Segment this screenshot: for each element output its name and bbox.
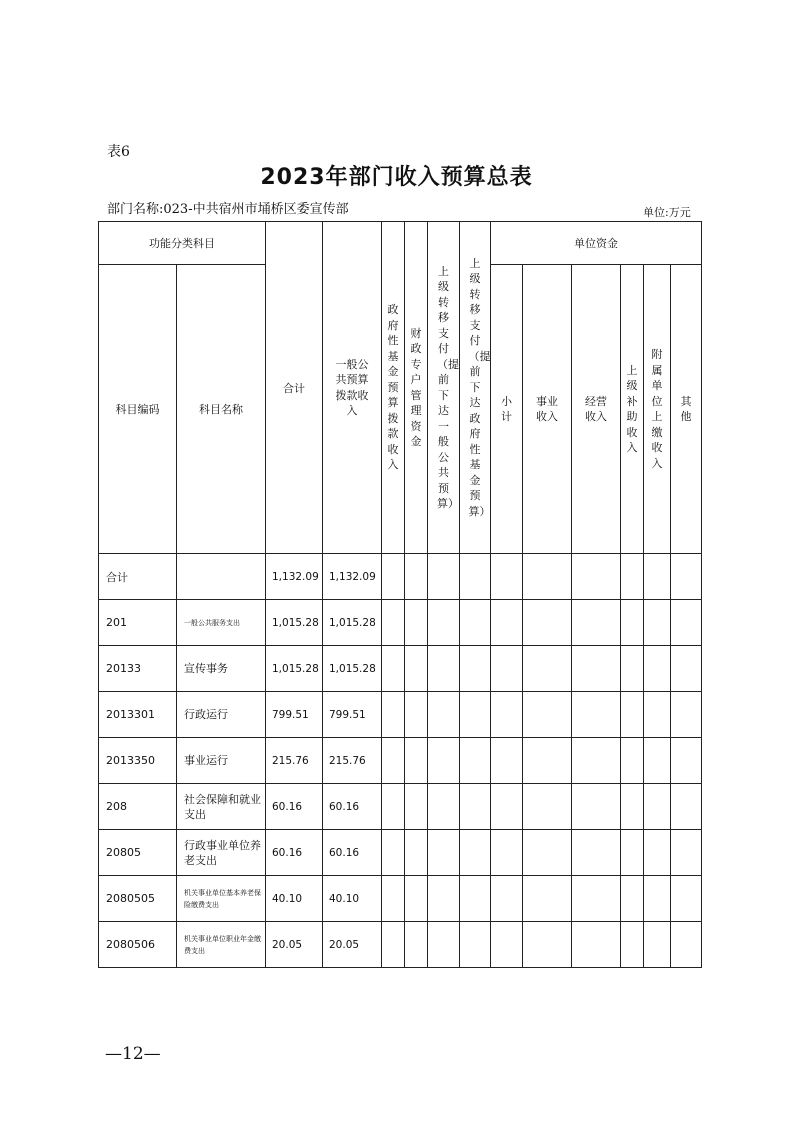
header-transfer-fund: 上级转移支付（提前下达政府性基金预算） bbox=[460, 222, 491, 554]
department-name: 部门名称:023-中共宿州市埇桥区委宣传部 bbox=[107, 202, 349, 217]
row-empty-cell bbox=[405, 692, 428, 738]
row-empty-cell bbox=[428, 554, 460, 600]
row-empty-cell bbox=[671, 600, 702, 646]
table-row bbox=[99, 784, 702, 830]
row-subject-name: 行政事业单位养老支出 bbox=[177, 830, 266, 876]
header-total: 合计 bbox=[266, 222, 323, 554]
row-empty-cell bbox=[405, 830, 428, 876]
header-general-budget: 一般公共预算拨款收入 bbox=[323, 222, 382, 554]
row-empty-cell bbox=[405, 554, 428, 600]
row-subject-name: 社会保障和就业支出 bbox=[177, 784, 266, 830]
row-empty-cell bbox=[523, 600, 572, 646]
row-empty-cell bbox=[523, 692, 572, 738]
table-row bbox=[99, 600, 702, 646]
row-empty-cell bbox=[405, 876, 428, 922]
row-subject-name bbox=[177, 554, 266, 600]
row-empty-cell bbox=[644, 830, 671, 876]
row-subject-name: 机关事业单位基本养老保险缴费支出 bbox=[177, 876, 266, 922]
row-empty-cell bbox=[671, 876, 702, 922]
row-empty-cell bbox=[671, 646, 702, 692]
table-label: 表6 bbox=[107, 144, 130, 160]
row-empty-cell bbox=[460, 922, 491, 968]
row-subject-code: 2080505 bbox=[99, 876, 177, 922]
row-empty-cell bbox=[621, 646, 644, 692]
row-empty-cell bbox=[671, 692, 702, 738]
row-empty-cell bbox=[621, 692, 644, 738]
page-number: —12— bbox=[105, 1044, 161, 1064]
row-empty-cell bbox=[572, 692, 621, 738]
header-superior-subsidy: 上级补助收入 bbox=[621, 265, 644, 554]
row-empty-cell bbox=[644, 646, 671, 692]
row-subject-code: 2013301 bbox=[99, 692, 177, 738]
header-operating-income: 经营收入 bbox=[572, 265, 621, 554]
row-empty-cell bbox=[382, 830, 405, 876]
row-total: 799.51 bbox=[266, 692, 323, 738]
row-empty-cell bbox=[644, 554, 671, 600]
budget-table bbox=[98, 221, 702, 968]
row-empty-cell bbox=[671, 784, 702, 830]
row-empty-cell bbox=[491, 784, 523, 830]
table-row bbox=[99, 554, 702, 600]
row-subject-code: 20133 bbox=[99, 646, 177, 692]
row-empty-cell bbox=[572, 784, 621, 830]
row-empty-cell bbox=[428, 830, 460, 876]
row-empty-cell bbox=[428, 738, 460, 784]
row-empty-cell bbox=[382, 646, 405, 692]
row-general-budget: 1,015.28 bbox=[323, 600, 382, 646]
row-empty-cell bbox=[491, 554, 523, 600]
row-empty-cell bbox=[572, 738, 621, 784]
row-empty-cell bbox=[644, 876, 671, 922]
header-special-fund: 财政专户管理资金 bbox=[405, 222, 428, 554]
row-empty-cell bbox=[382, 922, 405, 968]
row-empty-cell bbox=[572, 876, 621, 922]
row-empty-cell bbox=[621, 554, 644, 600]
row-subject-name: 行政运行 bbox=[177, 692, 266, 738]
row-empty-cell bbox=[460, 738, 491, 784]
row-empty-cell bbox=[382, 738, 405, 784]
row-general-budget: 1,015.28 bbox=[323, 646, 382, 692]
row-empty-cell bbox=[405, 600, 428, 646]
row-empty-cell bbox=[523, 738, 572, 784]
table-row bbox=[99, 876, 702, 922]
row-subject-code: 20805 bbox=[99, 830, 177, 876]
row-empty-cell bbox=[382, 876, 405, 922]
unit-label: 单位:万元 bbox=[643, 206, 691, 219]
row-subject-name: 一般公共服务支出 bbox=[177, 600, 266, 646]
row-empty-cell bbox=[491, 692, 523, 738]
row-total: 1,015.28 bbox=[266, 600, 323, 646]
row-empty-cell bbox=[405, 738, 428, 784]
row-empty-cell bbox=[405, 646, 428, 692]
row-empty-cell bbox=[428, 600, 460, 646]
row-empty-cell bbox=[523, 784, 572, 830]
row-total: 1,015.28 bbox=[266, 646, 323, 692]
row-empty-cell bbox=[460, 600, 491, 646]
row-subject-name: 机关事业单位职业年金缴费支出 bbox=[177, 922, 266, 968]
row-empty-cell bbox=[644, 738, 671, 784]
row-empty-cell bbox=[382, 554, 405, 600]
row-empty-cell bbox=[621, 738, 644, 784]
row-empty-cell bbox=[621, 830, 644, 876]
row-subject-code: 2080506 bbox=[99, 922, 177, 968]
row-general-budget: 1,132.09 bbox=[323, 554, 382, 600]
row-empty-cell bbox=[405, 922, 428, 968]
row-empty-cell bbox=[644, 784, 671, 830]
row-general-budget: 215.76 bbox=[323, 738, 382, 784]
header-subtotal: 小计 bbox=[491, 265, 523, 554]
row-subject-code: 合计 bbox=[99, 554, 177, 600]
row-empty-cell bbox=[460, 876, 491, 922]
header-functional-category: 功能分类科目 bbox=[99, 222, 266, 265]
row-empty-cell bbox=[428, 876, 460, 922]
row-empty-cell bbox=[428, 646, 460, 692]
row-empty-cell bbox=[523, 876, 572, 922]
row-subject-code: 208 bbox=[99, 784, 177, 830]
row-empty-cell bbox=[621, 784, 644, 830]
row-empty-cell bbox=[572, 554, 621, 600]
row-empty-cell bbox=[460, 830, 491, 876]
header-subject-name: 科目名称 bbox=[177, 265, 266, 554]
row-general-budget: 60.16 bbox=[323, 830, 382, 876]
table-row bbox=[99, 922, 702, 968]
row-empty-cell bbox=[460, 692, 491, 738]
row-empty-cell bbox=[491, 738, 523, 784]
row-empty-cell bbox=[671, 554, 702, 600]
row-empty-cell bbox=[644, 692, 671, 738]
row-empty-cell bbox=[460, 646, 491, 692]
row-empty-cell bbox=[523, 830, 572, 876]
row-subject-code: 2013350 bbox=[99, 738, 177, 784]
row-subject-name: 事业运行 bbox=[177, 738, 266, 784]
row-empty-cell bbox=[428, 784, 460, 830]
row-empty-cell bbox=[491, 922, 523, 968]
row-total: 60.16 bbox=[266, 830, 323, 876]
row-empty-cell bbox=[491, 830, 523, 876]
row-subject-name: 宣传事务 bbox=[177, 646, 266, 692]
row-empty-cell bbox=[382, 600, 405, 646]
row-empty-cell bbox=[523, 554, 572, 600]
row-empty-cell bbox=[405, 784, 428, 830]
row-empty-cell bbox=[671, 830, 702, 876]
row-empty-cell bbox=[572, 830, 621, 876]
row-general-budget: 40.10 bbox=[323, 876, 382, 922]
document-title: 2023年部门收入预算总表 bbox=[260, 165, 533, 190]
row-empty-cell bbox=[572, 922, 621, 968]
row-empty-cell bbox=[621, 922, 644, 968]
table-row bbox=[99, 692, 702, 738]
header-subject-code: 科目编码 bbox=[99, 265, 177, 554]
row-general-budget: 20.05 bbox=[323, 922, 382, 968]
row-empty-cell bbox=[460, 784, 491, 830]
row-empty-cell bbox=[671, 738, 702, 784]
header-transfer-general: 上级转移支付（提前下达一般公共预算） bbox=[428, 222, 460, 554]
row-subject-code: 201 bbox=[99, 600, 177, 646]
row-empty-cell bbox=[644, 922, 671, 968]
row-empty-cell bbox=[644, 600, 671, 646]
row-general-budget: 799.51 bbox=[323, 692, 382, 738]
row-total: 60.16 bbox=[266, 784, 323, 830]
row-total: 1,132.09 bbox=[266, 554, 323, 600]
table-row bbox=[99, 830, 702, 876]
row-empty-cell bbox=[621, 600, 644, 646]
row-empty-cell bbox=[382, 784, 405, 830]
row-empty-cell bbox=[491, 600, 523, 646]
header-other: 其他 bbox=[671, 265, 702, 554]
row-empty-cell bbox=[572, 646, 621, 692]
row-empty-cell bbox=[523, 646, 572, 692]
row-empty-cell bbox=[428, 692, 460, 738]
row-empty-cell bbox=[491, 876, 523, 922]
header-unit-funds: 单位资金 bbox=[491, 222, 702, 265]
row-empty-cell bbox=[491, 646, 523, 692]
row-empty-cell bbox=[671, 922, 702, 968]
header-affiliated-income: 附属单位上缴收入 bbox=[644, 265, 671, 554]
header-gov-fund: 政府性基金预算拨款收入 bbox=[382, 222, 405, 554]
row-empty-cell bbox=[621, 876, 644, 922]
row-empty-cell bbox=[382, 692, 405, 738]
row-empty-cell bbox=[523, 922, 572, 968]
row-total: 40.10 bbox=[266, 876, 323, 922]
row-empty-cell bbox=[460, 554, 491, 600]
table-row bbox=[99, 646, 702, 692]
row-total: 215.76 bbox=[266, 738, 323, 784]
table-row bbox=[99, 738, 702, 784]
row-general-budget: 60.16 bbox=[323, 784, 382, 830]
row-total: 20.05 bbox=[266, 922, 323, 968]
header-business-income: 事业收入 bbox=[523, 265, 572, 554]
row-empty-cell bbox=[428, 922, 460, 968]
row-empty-cell bbox=[572, 600, 621, 646]
